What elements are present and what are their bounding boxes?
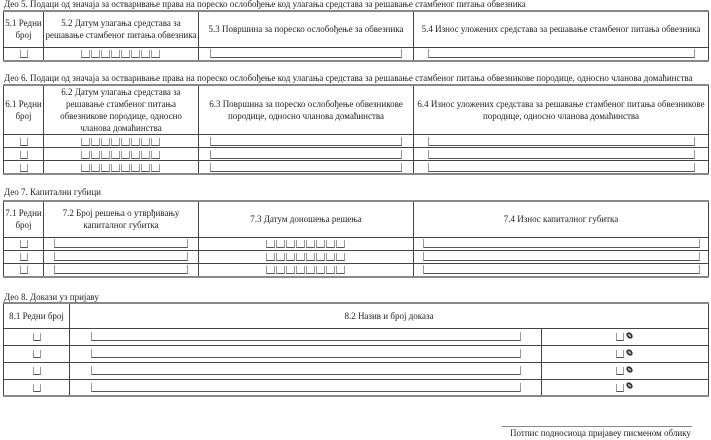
area-field[interactable] (210, 49, 402, 58)
amount-field[interactable] (423, 252, 700, 261)
attachment-field[interactable] (616, 350, 624, 358)
decision-number-field[interactable] (54, 239, 188, 248)
amount-field[interactable] (428, 163, 695, 172)
signature-line (502, 426, 692, 427)
attachment-field[interactable] (616, 367, 624, 375)
area-field[interactable] (210, 137, 402, 146)
row-number-field[interactable] (20, 266, 28, 274)
row-number-field[interactable] (20, 151, 28, 159)
section-6-title: Део 6. Подаци од значаја за остваривање права на пореско ослобођење код улагања средстава за решавање стамбеног питања обвезникове породице, односно чланова домаћинства (4, 73, 693, 83)
attachment-field[interactable] (616, 333, 624, 341)
col-header: 6.3 Површина за пореско ослобођење обвезникове породице, односно чланова домаћинства (199, 85, 414, 135)
paperclip-icon[interactable] (625, 365, 634, 374)
col-header: 6.2 Датум улагања средстава за решавање стамбеног питања обвезникове породице, односно чланова домаћинства (44, 85, 199, 135)
date-field[interactable] (81, 50, 161, 58)
evidence-name-field[interactable] (91, 366, 521, 375)
section-5-table (3, 10, 709, 62)
table-row (4, 250, 709, 263)
table-row (4, 161, 709, 175)
col-header: 5.2 Датум улагања средстава за решавање стамбеног питања обвезника (44, 11, 199, 47)
date-field[interactable] (81, 138, 161, 146)
col-header: 5.4 Износ уложених средстава за решавање стамбеног питања обвезника (414, 11, 709, 47)
decision-number-field[interactable] (54, 265, 188, 274)
row-number-field[interactable] (33, 333, 41, 341)
section-6-table (3, 84, 709, 175)
table-row (4, 237, 709, 250)
col-header: 6.1 Редни број (4, 85, 44, 135)
row-number-field[interactable] (20, 138, 28, 146)
col-header: 7.3 Датум доношења решења (199, 201, 414, 237)
signature-label: Потпис подносиоца пријавеу писменом облику (510, 428, 691, 438)
section-7-title: Део 7. Капитални губици (4, 187, 101, 197)
evidence-name-field[interactable] (91, 332, 521, 341)
date-field[interactable] (81, 164, 161, 172)
table-row (4, 362, 709, 379)
row-number-field[interactable] (33, 350, 41, 358)
amount-field[interactable] (428, 49, 695, 58)
row-number-field[interactable] (20, 50, 28, 58)
section-5-title: Део 5. Подаци од значаја за остваривање права на пореско ослобођење код улагања средстава за решавање стамбеног питања обвезника (4, 0, 526, 9)
date-field[interactable] (266, 266, 346, 274)
amount-field[interactable] (423, 239, 700, 248)
paperclip-icon[interactable] (625, 381, 634, 390)
date-field[interactable] (266, 253, 346, 261)
row-number-field[interactable] (20, 240, 28, 248)
paperclip-icon[interactable] (625, 348, 634, 357)
area-field[interactable] (210, 150, 402, 159)
section-7-table (3, 200, 709, 278)
attachment-field[interactable] (616, 384, 624, 392)
table-row (4, 263, 709, 277)
col-header: 7.2 Број решења о утврђивању капиталног губитка (44, 201, 199, 237)
col-header: 8.2 Назив и број доказа (70, 303, 709, 328)
col-header: 5.3 Површина за пореско ослобођење за обвезника (199, 11, 414, 47)
date-field[interactable] (81, 151, 161, 159)
row-number-field[interactable] (33, 367, 41, 375)
date-field[interactable] (266, 240, 346, 248)
col-header: 8.1 Редни број (4, 303, 70, 328)
amount-field[interactable] (428, 150, 695, 159)
row-number-field[interactable] (33, 384, 41, 392)
table-row (4, 135, 709, 148)
row-number-field[interactable] (20, 253, 28, 261)
evidence-name-field[interactable] (91, 349, 521, 358)
col-header: 5.1 Редни број (4, 11, 44, 47)
table-row (4, 47, 709, 61)
section-8-table (3, 302, 709, 397)
evidence-name-field[interactable] (91, 383, 521, 392)
amount-field[interactable] (428, 137, 695, 146)
table-row (4, 328, 709, 345)
table-row (4, 148, 709, 161)
amount-field[interactable] (423, 265, 700, 274)
table-row (4, 379, 709, 396)
paperclip-icon[interactable] (625, 331, 634, 340)
row-number-field[interactable] (20, 164, 28, 172)
decision-number-field[interactable] (54, 252, 188, 261)
section-8-title: Део 8. Докази уз пријаву (4, 292, 99, 302)
col-header: 7.1 Редни број (4, 201, 44, 237)
area-field[interactable] (210, 163, 402, 172)
col-header: 6.4 Износ уложених средстава за решавање стамбеног питања обвезникове породице, односно чланова домаћинства (414, 85, 709, 135)
table-row (4, 345, 709, 362)
col-header: 7.4 Износ капиталног губитка (414, 201, 709, 237)
